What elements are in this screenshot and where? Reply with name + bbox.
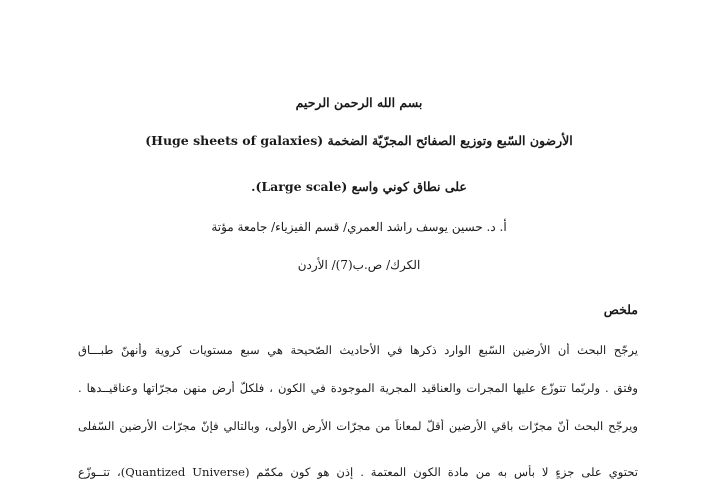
abstract-heading: ملخص [603, 302, 638, 317]
abstract-line-4: تحتوي على جزءٍ لا بأس به من مادة الكون المعتمة . إذن هو كون مكمّم (Quantized Universe)، تتــوزّع [78, 465, 638, 479]
basmala: بسم الله الرحمن الرحيم [295, 95, 423, 110]
title-line-2: على نطاق كوني واسع (Large scale). [251, 179, 467, 194]
address-line: الكرك/ ص.ب(7)/ الأردن [297, 258, 421, 272]
author-line: أ. د. حسين يوسف راشد العمري/ قسم الفيزياء/ جامعة مؤتة [211, 220, 507, 234]
abstract-line-1: يرجّح البحث أن الأرضين السّبع الوارد ذكرها في الأحاديث الصّحيحة هي سبع مستويات كروية وأنهنّ طبـــاق [78, 343, 638, 357]
abstract-line-3: ويرجّح البحث أنّ مجرّات باقي الأرضين أقلّ لمعاناً من مجرّات الأرض الأولى، وبالتالي فإنّ مجرّات الأرضين السّفلى [78, 419, 638, 433]
title-line-1: الأرضون السّبع وتوزيع الصفائح المجرّيّة الضخمة (Huge sheets of galaxies) [145, 133, 573, 148]
abstract-line-2: وفتق . ولربّما تتوزّع عليها المجرات والعناقيد المجرية الموجودة في الكون ، فلكلّ أرض منهن مجرّاتها وعناقيــدها . [78, 381, 638, 395]
